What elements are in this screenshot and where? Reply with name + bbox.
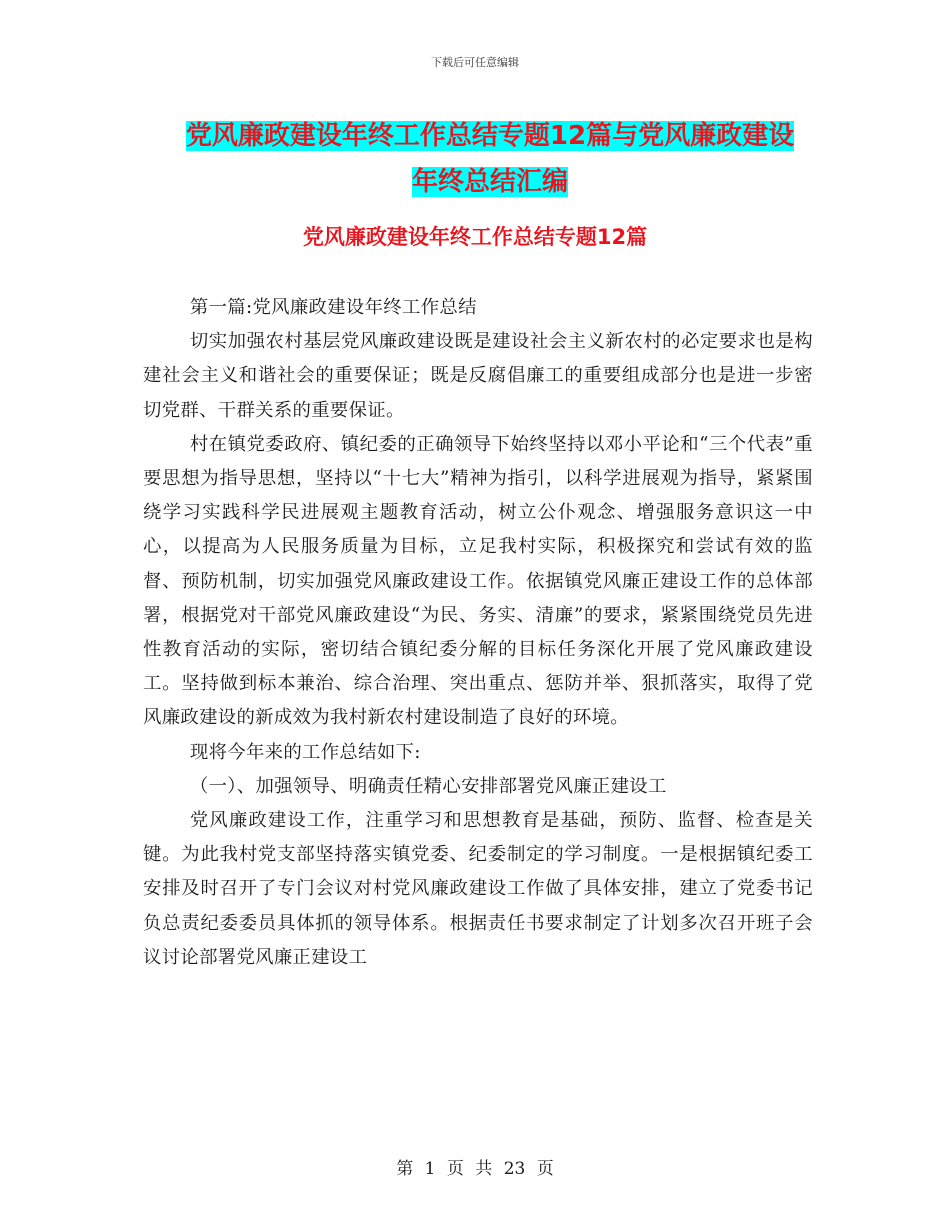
paragraph: 切实加强农村基层党风廉政建设既是建设社会主义新农村的必定要求也是构建社会主义和谐社会的重要保证；既是反腐倡廉工的重要组成部分也是进一步密切党群、干群关系的重要保证。 (143, 331, 813, 421)
document-title-line-2: 年终总结汇编 (411, 167, 568, 197)
paragraph: 党风廉政建设工作，注重学习和思想教育是基础，预防、监督、检查是关键。为此我村党支部坚持落实镇党委、纪委制定的学习制度。一是根据镇纪委工安排及时召开了专门会议对村党风廉政建设工作做了具体安排，建立了党委书记负总责纪委委员具体抓的领导体系。根据责任书要求制定了计划多次召开班子会议讨论部署党风廉正建设工 (143, 810, 813, 968)
document-title (140, 113, 840, 205)
document-title-line-1: 党风廉政建设年终工作总结专题12篇与党风廉政建设 (185, 121, 795, 151)
document-body (143, 291, 813, 975)
header-note: 下载后可任意编辑 (431, 56, 519, 69)
paragraph: 现将今年来的工作总结如下: (189, 741, 421, 763)
paragraph: 村在镇党委政府、镇纪委的正确领导下始终坚持以邓小平论和“三个代表”重要思想为指导思想，坚持以“十七大”精神为指引，以科学进展观为指导，紧紧围绕学习实践科学民进展观主题教育活动，树立公仆观念、增强服务意识这一中心，以提高为人民服务质量为目标，立足我村实际，积极探究和尝试有效的监督、预防机制，切实加强党风廉政建设工作。依据镇党风廉正建设工作的总体部署，根据党对干部党风廉政建设“为民、务实、清廉”的要求，紧紧围绕党员先进性教育活动的实际，密切结合镇纪委分解的目标任务深化开展了党风廉政建设工。坚持做到标本兼治、综合治理、突出重点、惩防并举、狠抓落实，取得了党风廉政建设的新成效为我村新农村建设制造了良好的环境。 (143, 433, 813, 729)
page-number: 第 1 页 共 23 页 (396, 1159, 554, 1179)
section-title: 党风廉政建设年终工作总结专题12篇 (302, 225, 648, 249)
chapter-heading: 第一篇:党风廉政建设年终工作总结 (189, 297, 477, 318)
subsection-heading: （一）、加强领导、明确责任精心安排部署党风廉正建设工 (189, 775, 667, 797)
